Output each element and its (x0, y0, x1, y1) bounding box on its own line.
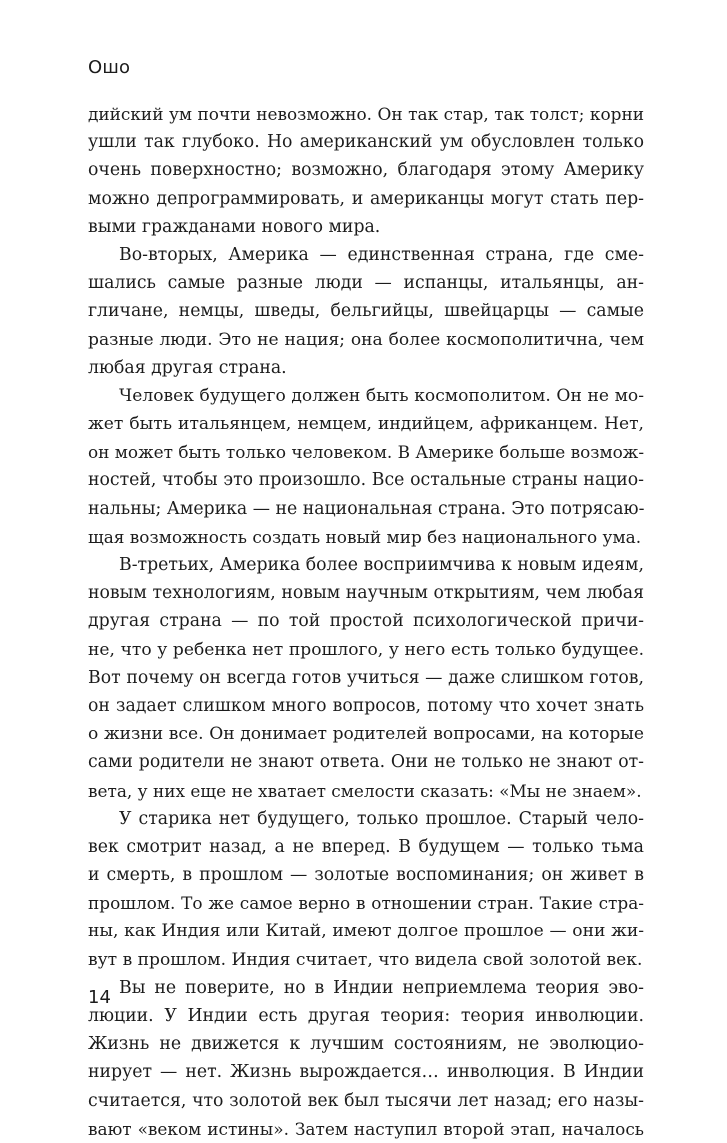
text-line: Вот почему он всегда готов учиться — даже слишком готов, (88, 667, 644, 688)
text-line: вета, у них еще не хватает смелости сказать: «Мы не знаем». (88, 780, 642, 801)
text-line: считается, что золотой век был тысячи лет назад; его назы- (88, 1090, 644, 1111)
running-title: Ошо (88, 57, 131, 78)
text-line: щая возможность создать новый мир без национального ума. (88, 526, 642, 547)
text-line: гличане, немцы, шведы, бельгийцы, швейцарцы — самые (88, 301, 644, 322)
text-line: шались самые разные люди — испанцы, итальянцы, ан- (88, 273, 644, 294)
text-line: вают «веком истины». Затем наступил второй этап, началось (88, 1118, 644, 1139)
text-line: дийский ум почти невозможно. Он так стар, так толст; корни (88, 104, 644, 124)
text-line: другая страна — по той простой психологической причи- (88, 611, 644, 632)
text-line: ностей, чтобы это произошло. Все остальные страны нацио- (88, 470, 644, 491)
text-line: очень поверхностно; возможно, благодаря этому Америку (88, 160, 644, 181)
text-line: Человек будущего должен быть космополитом. Он не мо- (119, 385, 644, 406)
text-line: новым технологиям, новым научным открытиям, чем любая (88, 583, 644, 604)
text-line: о жизни все. Он донимает родителей вопросами, на которые (88, 724, 644, 745)
text-line: прошлом. То же самое верно в отношении стран. Такие стра- (88, 893, 644, 914)
text-line: можно депрограммировать, и американцы могут стать пер- (88, 188, 644, 209)
page-number: 14 (88, 987, 111, 1008)
text-line: ушли так глубоко. Но американский ум обусловлен только (88, 132, 644, 153)
text-line: жет быть итальянцем, немцем, индийцем, африканцем. Нет, (88, 414, 644, 435)
text-line: выми гражданами нового мира. (88, 216, 381, 237)
text-line: Жизнь не движется к лучшим состояниям, не эволюцио- (88, 1034, 644, 1055)
text-line: сами родители не знают ответа. Они не только не знают от- (88, 752, 644, 773)
text-line: нальны; Америка — не национальная страна. Это потрясаю- (88, 498, 645, 519)
text-line: ны, как Индия или Китай, имеют долгое прошлое — они жи- (88, 921, 644, 942)
text-line: люции. У Индии есть другая теория: теория инволюции. (88, 1006, 644, 1026)
text-line: нирует — нет. Жизнь вырождается… инволюция. В Индии (88, 1062, 644, 1083)
text-line: и смерть, в прошлом — золотые воспоминания; он живет в (88, 865, 644, 886)
body-text (88, 100, 644, 1143)
text-line: разные люди. Это не нация; она более космополитична, чем (88, 329, 644, 350)
text-line: вут в прошлом. Индия считает, что видела свой золотой век. (88, 949, 643, 970)
text-line: В-третьих, Америка более восприимчива к новым идеям, (119, 555, 644, 575)
text-line: век смотрит назад, а не вперед. В будущем — только тьма (88, 836, 644, 857)
text-line: любая другая страна. (88, 357, 287, 378)
text-line: У старика нет будущего, только прошлое. Старый чело- (119, 808, 644, 829)
text-line: он может быть только человеком. В Америке больше возмож- (88, 442, 645, 463)
text-line: Вы не поверите, но в Индии неприемлема теория эво- (119, 977, 644, 998)
text-line: он задает слишком много вопросов, потому что хочет знать (88, 695, 644, 716)
text-line: не, что у ребенка нет прошлого, у него есть только будущее. (88, 639, 644, 660)
text-line: Во-вторых, Америка — единственная страна, где сме- (119, 244, 644, 265)
